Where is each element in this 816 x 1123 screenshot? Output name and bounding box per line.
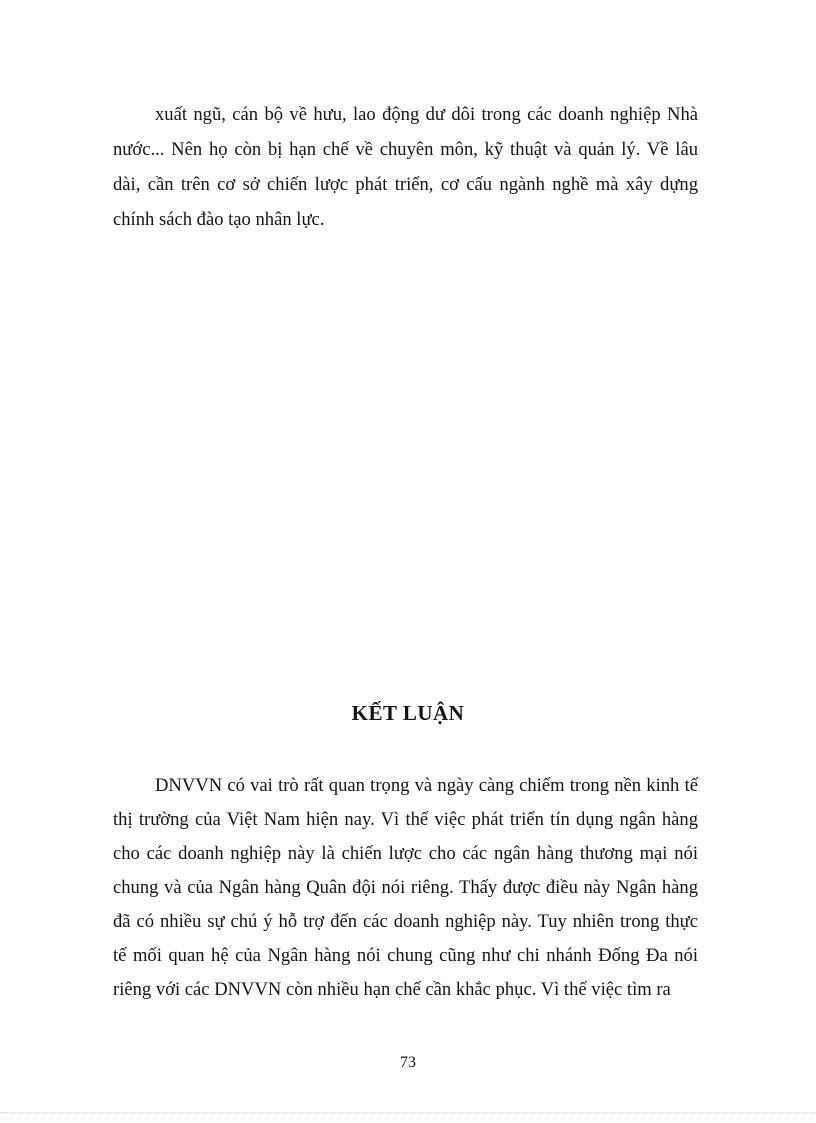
continued-paragraph-line: nước... Nên họ còn bị hạn chế về chuyên môn, kỹ thuật và quản lý. Về lâu <box>113 139 698 160</box>
continued-paragraph-line: xuất ngũ, cán bộ về hưu, lao động dư dôi trong các doanh nghiệp Nhà <box>155 104 698 125</box>
section-heading: KẾT LUẬN <box>351 701 465 725</box>
conclusion-paragraph-line: riêng với các DNVVN còn nhiều hạn chế cần khắc phục. Vì thế việc tìm ra <box>113 979 671 1000</box>
conclusion-paragraph-line: chung và của Ngân hàng Quân đội nói riêng. Thấy được điều này Ngân hàng <box>113 877 698 898</box>
continued-paragraph-line: dài, cần trên cơ sở chiến lược phát triển, cơ cấu ngành nghề mà xây dựng <box>113 174 698 195</box>
conclusion-paragraph-line: tế mối quan hệ của Ngân hàng nói chung cũng như chi nhánh Đống Đa nói <box>113 945 698 966</box>
conclusion-paragraph-line: cho các doanh nghiệp này là chiến lược cho các ngân hàng thương mại nói <box>113 843 698 864</box>
conclusion-paragraph-line: DNVVN có vai trò rất quan trọng và ngày càng chiếm trong nền kinh tế <box>155 775 698 796</box>
conclusion-paragraph-line: thị trường của Việt Nam hiện nay. Vì thế việc phát triển tín dụng ngân hàng <box>113 809 698 830</box>
page-number: 73 <box>400 1054 416 1071</box>
page-bottom-divider <box>0 1112 816 1113</box>
continued-paragraph-line: chính sách đào tạo nhân lực. <box>113 209 325 230</box>
conclusion-paragraph-line: đã có nhiều sự chú ý hỗ trợ đến các doanh nghiệp này. Tuy nhiên trong thực <box>113 911 698 932</box>
